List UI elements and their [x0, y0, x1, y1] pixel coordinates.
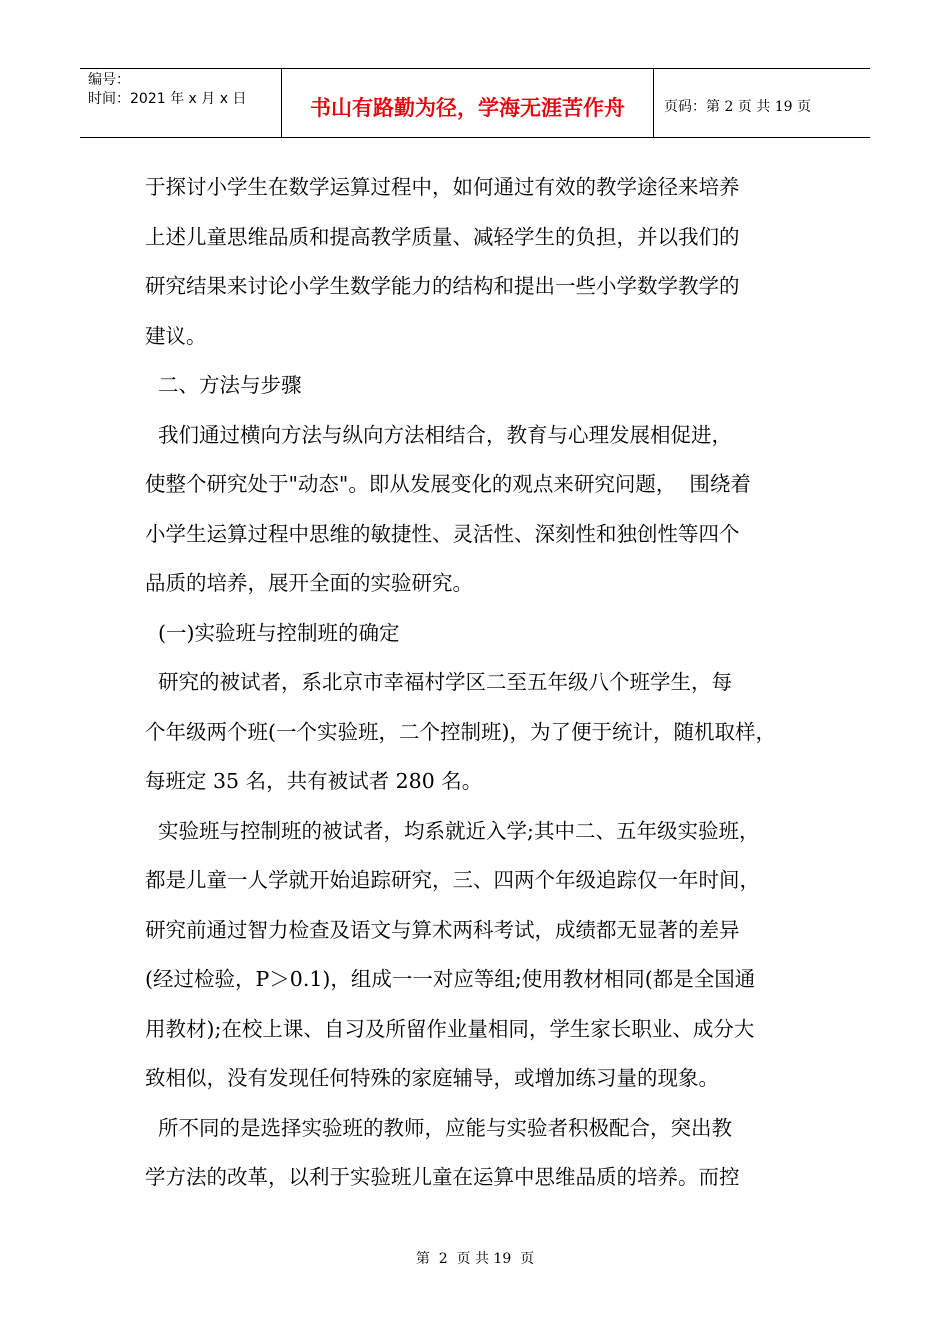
body-line: 品质的培养，展开全面的实验研究。 — [145, 571, 473, 595]
body-line: 使整个研究处于"动态"。即从发展变化的观点来研究问题， 围绕着 — [145, 472, 751, 496]
body-line: 研究结果来讨论小学生数学能力的结构和提出一些小学数学教学的 — [145, 274, 740, 298]
header-page-info: 页码：第 2 页 共 19 页 — [664, 99, 811, 115]
section-heading: 二、方法与步骤 — [145, 373, 302, 397]
body-line: 研究前通过智力检查及语文与算术两科考试，成绩都无显著的差异 — [145, 917, 740, 942]
body-line: 于探讨小学生在数学运算过程中，如何通过有效的教学途径来培养 — [145, 175, 740, 199]
subsection-heading: (一)实验班与控制班的确定 — [145, 620, 400, 645]
body-line: 小学生运算过程中思维的敏捷性、灵活性、深刻性和独创性等四个 — [145, 521, 740, 546]
body-line: (经过检验，P＞0.1)，组成一一对应等组;使用教材相同(都是全国通 — [145, 967, 756, 991]
body-line: 个年级两个班(一个实验班，二个控制班)，为了便于统计，随机取样， — [145, 719, 776, 744]
page-header — [80, 68, 870, 138]
body-line: 研究的被试者，系北京市幸福村学区二至五年级八个班学生，每 — [145, 670, 733, 694]
body-line: 致相似，没有发现任何特殊的家庭辅导，或增加练习量的现象。 — [145, 1066, 719, 1090]
body-line: 学方法的改革，以利于实验班儿童在运算中思维品质的培养。而控 — [145, 1165, 740, 1189]
body-line: 上述儿童思维品质和提高教学质量、减轻学生的负担，并以我们的 — [145, 224, 740, 249]
body-line: 每班定 35 名，共有被试者 280 名。 — [145, 769, 483, 793]
body-line: 我们通过横向方法与纵向方法相结合，教育与心理发展相促进， — [145, 422, 733, 447]
header-meta — [80, 69, 282, 137]
body-line: 用教材);在校上课、自习及所留作业量相同，学生家长职业、成分大 — [145, 1016, 755, 1041]
document-body — [145, 163, 825, 1203]
document-number-label: 编号： — [88, 72, 130, 88]
body-line: 所不同的是选择实验班的教师，应能与实验者积极配合，突出教 — [145, 1115, 733, 1140]
body-line: 建议。 — [145, 323, 207, 348]
header-motto: 书山有路勤为径，学海无涯苦作舟 — [282, 69, 654, 137]
body-line: 实验班与控制班的被试者，均系就近入学;其中二、五年级实验班， — [145, 818, 760, 843]
page-footer: 第 2 页 共 19 页 — [415, 1251, 535, 1267]
body-line: 都是儿童一人学就开始追踪研究，三、四两个年级追踪仅一年时间， — [145, 868, 760, 892]
document-date-label: 时间：2021 年 x 月 x 日 — [88, 91, 247, 107]
